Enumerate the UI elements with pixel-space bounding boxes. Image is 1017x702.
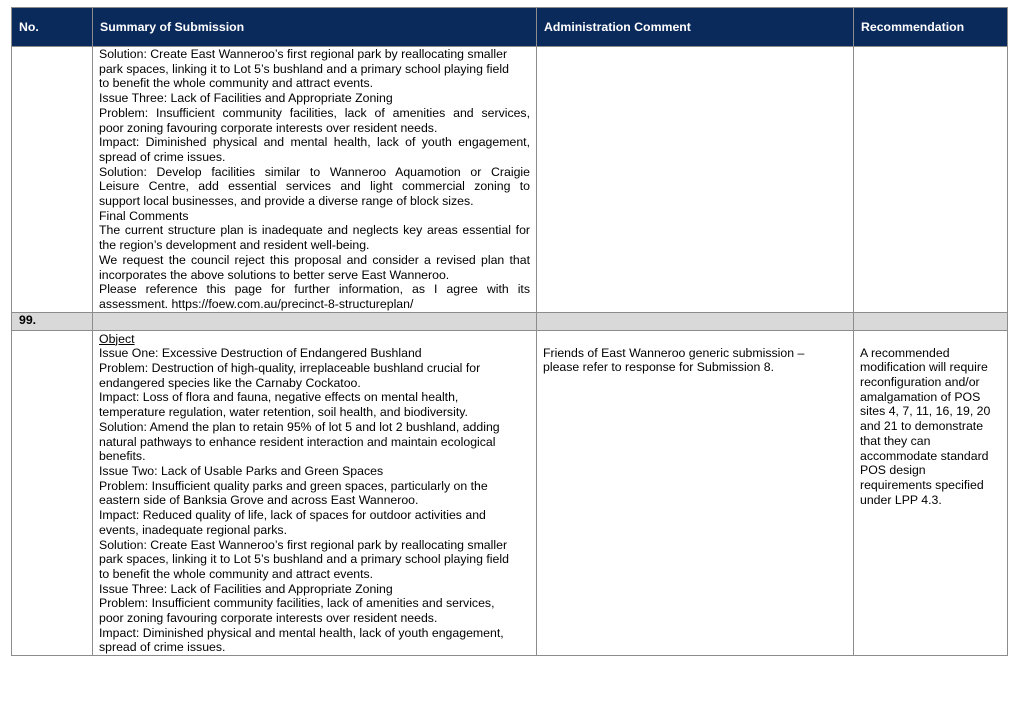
recommendation-line: POS design <box>860 463 926 478</box>
summary-line: poor zoning favouring corporate interests over resident needs. <box>99 120 438 135</box>
summary-line: spread of crime issues. <box>99 640 226 655</box>
summary-line: temperature regulation, water retention, soil health, and biodiversity. <box>99 405 468 420</box>
summary-line: endangered species like the Carnaby Cockatoo. <box>99 375 361 390</box>
recommendation-line: A recommended <box>860 345 950 360</box>
cell-no-continued <box>12 47 93 313</box>
recommendation-line: amalgamation of POS <box>860 389 981 404</box>
summary-line: Solution: Amend the plan to retain 95% of lot 5 and lot 2 bushland, adding <box>99 419 500 434</box>
summary-line: spread of crime issues. <box>99 149 226 164</box>
summary-line: Final Comments <box>99 208 189 223</box>
summary-line: Solution: Create East Wanneroo’s first regional park by reallocating smaller <box>99 537 508 552</box>
summary-line: Issue Three: Lack of Facilities and Appropriate Zoning <box>99 581 393 596</box>
cell-admin-99 <box>537 330 854 655</box>
summary-line: events, inadequate regional parks. <box>99 522 287 537</box>
summary-line: park spaces, linking it to Lot 5’s bushland and a primary school playing field <box>99 61 509 76</box>
summary-line: We request the council reject this proposal and consider a revised plan that <box>99 252 530 267</box>
cell-recommendation-99 <box>854 330 1008 655</box>
summary-line: Solution: Develop facilities similar to Wanneroo Aquamotion or Craigie <box>99 164 530 179</box>
recommendation-line: and 21 to demonstrate <box>860 419 984 434</box>
header-recommendation: Recommendation <box>854 8 1008 47</box>
summary-line: Issue Two: Lack of Usable Parks and Green Spaces <box>99 463 384 478</box>
summary-line: Issue Three: Lack of Facilities and Appropriate Zoning <box>99 91 393 106</box>
table-row-continued <box>12 47 1008 313</box>
summary-line: Please reference this page for further information, as I agree with its <box>99 282 530 297</box>
summary-line: support local businesses, and provide a diverse range of block sizes. <box>99 194 474 209</box>
cell-recommendation-continued <box>854 47 1008 313</box>
cell-summary-99 <box>93 330 537 655</box>
summary-line: poor zoning favouring corporate interests over resident needs. <box>99 611 438 626</box>
recommendation-line: reconfiguration and/or <box>860 375 980 390</box>
summary-line: Impact: Diminished physical and mental health, lack of youth engagement, <box>99 625 504 640</box>
summary-line: The current structure plan is inadequate and neglects key areas essential for <box>99 223 530 238</box>
summary-line: assessment. https://foew.com.au/precinct-8-structureplan/ <box>99 296 414 311</box>
summary-line: Impact: Diminished physical and mental health, lack of youth engagement, <box>99 135 530 150</box>
summary-line: Problem: Destruction of high-quality, irreplaceable bushland crucial for <box>99 361 481 376</box>
summary-line: benefits. <box>99 449 146 464</box>
summary-line: Impact: Loss of flora and fauna, negative effects on mental health, <box>99 390 459 405</box>
summary-line: Impact: Reduced quality of life, lack of spaces for outdoor activities and <box>99 508 486 523</box>
admin-comment-line: please refer to response for Submission 8. <box>543 360 775 375</box>
cell-no-99 <box>12 330 93 655</box>
summary-line: Leisure Centre, add essential services and light commercial zoning to <box>99 179 530 194</box>
summary-line: Issue One: Excessive Destruction of Endangered Bushland <box>99 346 422 361</box>
admin-comment-line: Friends of East Wanneroo generic submission – <box>543 345 805 360</box>
summary-heading: Object <box>99 331 135 346</box>
summary-line: Problem: Insufficient quality parks and green spaces, particularly on the <box>99 478 488 493</box>
recommendation-line: sites 4, 7, 11, 16, 19, 20 <box>860 404 991 419</box>
header-admin-comment: Administration Comment <box>537 8 854 47</box>
summary-line: park spaces, linking it to Lot 5’s bushland and a primary school playing field <box>99 552 509 567</box>
submission-number: 99. <box>12 312 93 330</box>
header-no: No. <box>12 8 93 47</box>
submissions-table <box>11 7 1008 656</box>
summary-line: Problem: Insufficient community facilities, lack of amenities and services, <box>99 596 495 611</box>
cell-admin-continued <box>537 47 854 313</box>
recommendation-line: under LPP 4.3. <box>860 492 942 507</box>
table-row-submission-99 <box>12 330 1008 655</box>
header-summary: Summary of Submission <box>93 8 537 47</box>
table-header-row <box>12 8 1008 47</box>
summary-line: Problem: Insufficient community facilities, lack of amenities and services, <box>99 105 530 120</box>
summary-line: Solution: Create East Wanneroo’s first regional park by reallocating smaller <box>99 47 508 61</box>
summary-line: natural pathways to enhance resident interaction and maintain ecological <box>99 434 496 449</box>
summary-line: to benefit the whole community and attract events. <box>99 76 374 91</box>
cell-summary-continued <box>93 47 537 313</box>
recommendation-line: accommodate standard <box>860 448 989 463</box>
summary-line: the region’s development and resident well-being. <box>99 238 370 253</box>
summary-line: incorporates the above solutions to better serve East Wanneroo. <box>99 267 450 282</box>
recommendation-line: requirements specified <box>860 477 984 492</box>
summary-line: eastern side of Banksia Grove and across East Wanneroo. <box>99 493 419 508</box>
summary-line: to benefit the whole community and attract events. <box>99 566 374 581</box>
recommendation-line: that they can <box>860 433 931 448</box>
recommendation-line: modification will require <box>860 360 988 375</box>
submission-number-row <box>12 312 1008 330</box>
